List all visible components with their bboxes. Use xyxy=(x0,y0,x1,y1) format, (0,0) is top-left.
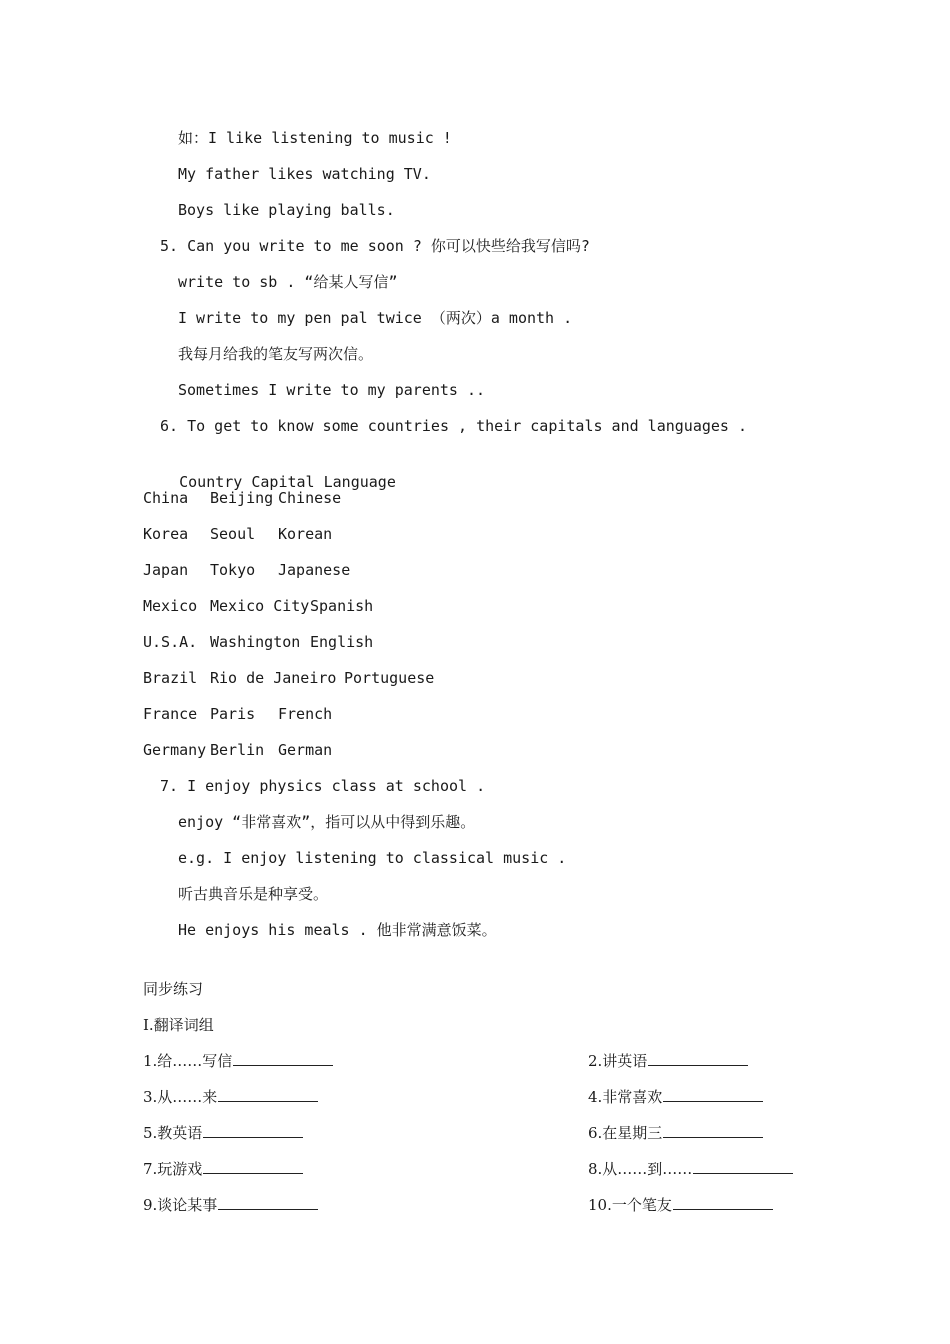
capital-cell: Berlin xyxy=(210,741,265,759)
country-cell: China xyxy=(143,489,189,507)
country-cell: Japan xyxy=(143,561,189,579)
answer-blank[interactable] xyxy=(233,1051,333,1066)
country-cell: Korea xyxy=(143,525,189,543)
item-label: 10.一个笔友 xyxy=(588,1196,672,1214)
language-cell: Korean xyxy=(278,525,333,543)
answer-blank[interactable] xyxy=(663,1087,763,1102)
capital-cell: Mexico City xyxy=(210,597,310,615)
item-label: 1.给……写信 xyxy=(143,1052,233,1070)
exercise-title: 同步练习 xyxy=(143,980,204,998)
point-5-example: I write to my pen pal twice （两次）a month . xyxy=(178,309,573,327)
point-6-heading: 6. To get to know some countries , their capitals and languages . xyxy=(160,417,747,435)
capital-cell: Paris xyxy=(210,705,256,723)
exercise-item-10 xyxy=(588,1195,773,1215)
capital-cell: Washington xyxy=(210,633,301,651)
section-heading: Ⅰ.翻译词组 xyxy=(143,1016,214,1034)
point-7-heading: 7. I enjoy physics class at school . xyxy=(160,777,486,795)
country-cell: France xyxy=(143,705,198,723)
language-cell: English xyxy=(310,633,374,651)
item-label: 7.玩游戏 xyxy=(143,1160,203,1178)
item-label: 8.从……到…… xyxy=(588,1160,693,1178)
answer-blank[interactable] xyxy=(218,1195,318,1210)
country-cell: Mexico xyxy=(143,597,198,615)
answer-blank[interactable] xyxy=(663,1123,763,1138)
point-7-example-2: He enjoys his meals . 他非常满意饭菜。 xyxy=(178,921,497,939)
answer-blank[interactable] xyxy=(693,1159,793,1174)
language-cell: Spanish xyxy=(310,597,374,615)
exercise-item-7 xyxy=(143,1159,303,1179)
item-label: 5.教英语 xyxy=(143,1124,203,1142)
answer-blank[interactable] xyxy=(203,1123,303,1138)
answer-blank[interactable] xyxy=(218,1087,318,1102)
answer-blank[interactable] xyxy=(203,1159,303,1174)
table-row xyxy=(143,488,188,508)
language-cell: German xyxy=(278,741,333,759)
example-line-1: 如：I like listening to music ! xyxy=(178,129,452,147)
capital-cell: Rio de Janeiro xyxy=(210,669,337,687)
exercise-item-2 xyxy=(588,1051,748,1071)
capital-cell: Seoul xyxy=(210,525,256,543)
country-cell: Brazil xyxy=(143,669,198,687)
item-label: 3.从……来 xyxy=(143,1088,218,1106)
answer-blank[interactable] xyxy=(648,1051,748,1066)
country-cell: U.S.A. xyxy=(143,633,198,651)
item-label: 6.在星期三 xyxy=(588,1124,663,1142)
point-5-usage: write to sb . “给某人写信” xyxy=(178,273,398,291)
exercise-item-4 xyxy=(588,1087,763,1107)
header-country: Country xyxy=(179,473,243,491)
item-label: 2.讲英语 xyxy=(588,1052,648,1070)
item-label: 9.谈论某事 xyxy=(143,1196,218,1214)
exercise-item-8 xyxy=(588,1159,793,1179)
example-line-2: My father likes watching TV. xyxy=(178,165,431,183)
point-5-heading: 5. Can you write to me soon ? 你可以快些给我写信吗? xyxy=(160,237,590,255)
item-label: 4.非常喜欢 xyxy=(588,1088,663,1106)
exercise-item-5 xyxy=(143,1123,303,1143)
header-capital: Capital xyxy=(251,473,315,491)
language-cell: Portuguese xyxy=(344,669,435,687)
exercise-item-9 xyxy=(143,1195,318,1215)
point-5-translation: 我每月给我的笔友写两次信。 xyxy=(178,345,374,363)
country-cell: Germany xyxy=(143,741,207,759)
language-cell: French xyxy=(278,705,333,723)
exercise-item-1 xyxy=(143,1051,333,1071)
exercise-item-3 xyxy=(143,1087,318,1107)
point-7-definition: enjoy “非常喜欢”，指可以从中得到乐趣。 xyxy=(178,813,476,831)
exercise-item-6 xyxy=(588,1123,763,1143)
point-7-example: e.g. I enjoy listening to classical music . xyxy=(178,849,567,867)
example-line-3: Boys like playing balls. xyxy=(178,201,395,219)
answer-blank[interactable] xyxy=(673,1195,773,1210)
point-5-example-2: Sometimes I write to my parents .. xyxy=(178,381,486,399)
capital-cell: Beijing xyxy=(210,489,274,507)
capital-cell: Tokyo xyxy=(210,561,256,579)
header-language: Language xyxy=(323,473,396,491)
language-cell: Chinese xyxy=(278,489,342,507)
language-cell: Japanese xyxy=(278,561,351,579)
point-7-translation: 听古典音乐是种享受。 xyxy=(178,885,329,903)
